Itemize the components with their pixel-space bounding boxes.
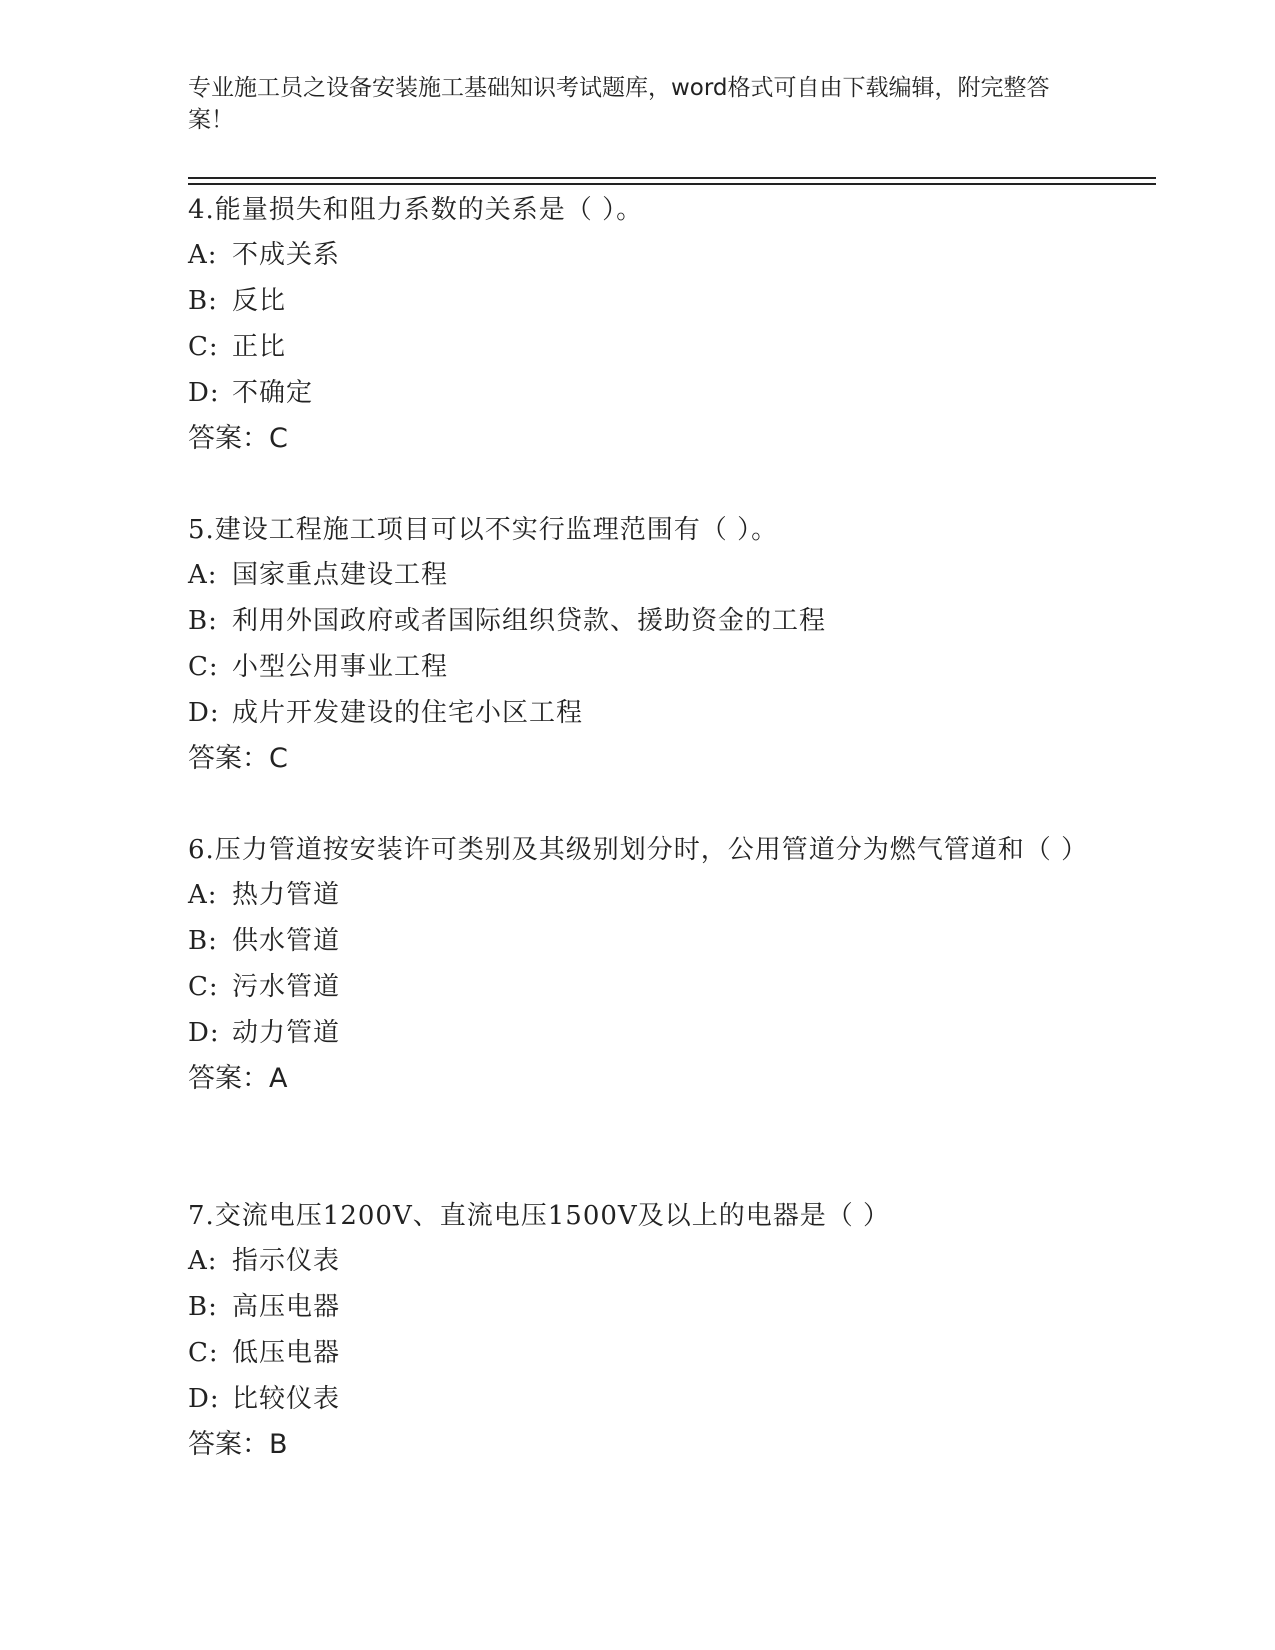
- option-letter: B:: [188, 1292, 218, 1322]
- option-text: 低压电器: [232, 1338, 341, 1368]
- question-stem: 6.压力管道按安装许可类别及其级别划分时，公用管道分为燃气管道和（ ）: [188, 835, 1089, 865]
- option-text: 成片开发建设的住宅小区工程: [232, 698, 584, 728]
- option-b: [188, 918, 1088, 964]
- option-text: 比较仪表: [232, 1384, 341, 1414]
- option-letter: A:: [188, 1246, 218, 1276]
- answer-line: 答案：B: [188, 1429, 288, 1460]
- option-text: 高压电器: [232, 1292, 341, 1322]
- option-d: [188, 1010, 1088, 1056]
- header-divider-top: [188, 177, 1156, 179]
- option-text: 污水管道: [232, 972, 341, 1002]
- answer-line: 答案：A: [188, 1063, 288, 1094]
- option-letter: A:: [188, 560, 218, 590]
- option-letter: C:: [188, 332, 219, 362]
- option-letter: D:: [188, 698, 220, 728]
- option-text: 动力管道: [232, 1018, 341, 1048]
- question-5: [188, 508, 1088, 782]
- option-text: 反比: [232, 286, 287, 316]
- question-stem: 4.能量损失和阻力系数的关系是（ ）。: [188, 195, 644, 225]
- option-letter: C:: [188, 972, 219, 1002]
- option-letter: D:: [188, 378, 220, 408]
- option-d: [188, 370, 1088, 416]
- option-b: [188, 598, 1088, 644]
- option-c: [188, 1330, 1088, 1376]
- option-a: [188, 232, 1088, 278]
- option-letter: D:: [188, 1018, 220, 1048]
- option-text: 小型公用事业工程: [232, 652, 449, 682]
- answer-line: 答案：C: [188, 423, 288, 454]
- option-a: [188, 552, 1088, 598]
- option-b: [188, 278, 1088, 324]
- option-text: 热力管道: [232, 880, 341, 910]
- option-text: 利用外国政府或者国际组织贷款、援助资金的工程: [232, 606, 827, 636]
- option-text: 不确定: [232, 378, 314, 408]
- option-b: [188, 1284, 1088, 1330]
- option-text: 指示仪表: [232, 1246, 341, 1276]
- option-letter: A:: [188, 240, 218, 270]
- option-letter: B:: [188, 286, 218, 316]
- option-letter: D:: [188, 1384, 220, 1414]
- question-stem: 7.交流电压1200V、直流电压1500V及以上的电器是（ ）: [188, 1201, 890, 1231]
- question-stem: 5.建设工程施工项目可以不实行监理范围有（ ）。: [188, 515, 779, 545]
- option-c: [188, 324, 1088, 370]
- option-letter: B:: [188, 606, 218, 636]
- option-letter: A:: [188, 880, 218, 910]
- option-letter: C:: [188, 652, 219, 682]
- question-7: [188, 1194, 1088, 1468]
- option-d: [188, 1376, 1088, 1422]
- question-4: [188, 188, 1088, 462]
- option-a: [188, 1238, 1088, 1284]
- option-text: 供水管道: [232, 926, 341, 956]
- option-text: 不成关系: [232, 240, 341, 270]
- option-c: [188, 964, 1088, 1010]
- option-c: [188, 644, 1088, 690]
- header-divider-bottom: [188, 183, 1156, 185]
- document-header: 专业施工员之设备安装施工基础知识考试题库，word格式可自由下载编辑，附完整答案！: [188, 75, 1050, 133]
- question-6: [188, 828, 1088, 1102]
- option-letter: C:: [188, 1338, 219, 1368]
- option-a: [188, 872, 1088, 918]
- option-letter: B:: [188, 926, 218, 956]
- option-d: [188, 690, 1088, 736]
- answer-line: 答案：C: [188, 743, 288, 774]
- option-text: 国家重点建设工程: [232, 560, 449, 590]
- option-text: 正比: [232, 332, 287, 362]
